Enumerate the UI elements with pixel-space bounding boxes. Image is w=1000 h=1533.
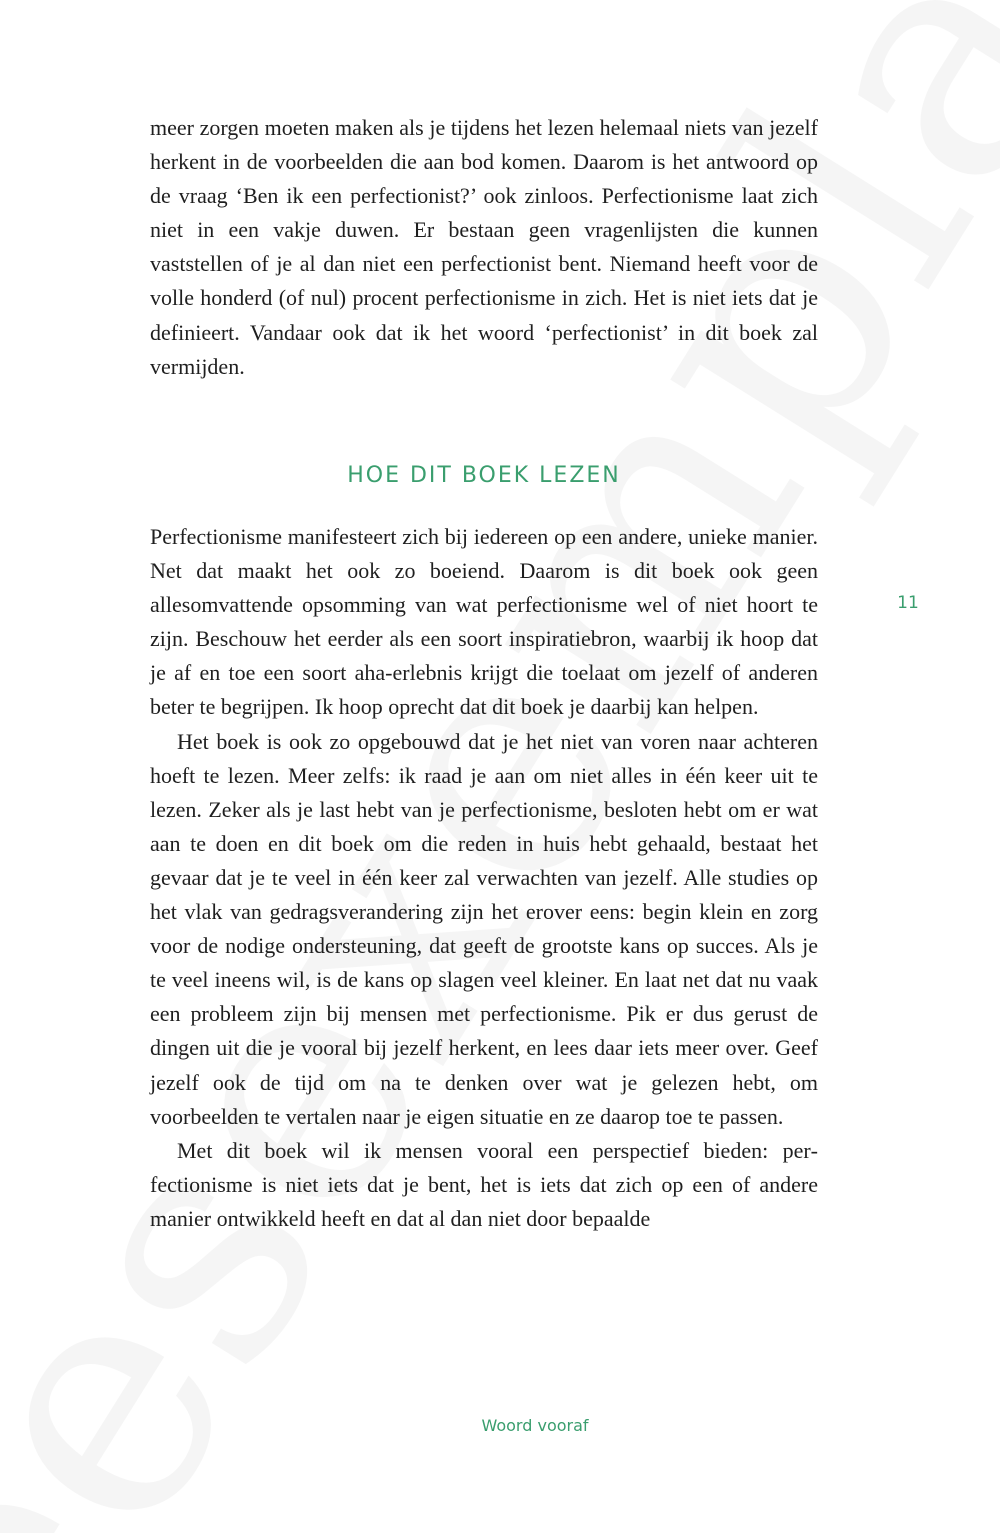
section-text-block	[150, 520, 818, 1236]
running-footer: Woord vooraf	[481, 1416, 589, 1435]
intro-paragraph: meer zorgen moeten maken als je tijdens het lezen helemaal niets van jezelf herkent in de voorbeelden die aan bod komen. Daarom is het antwoord op de vraag ‘Ben ik een perfectionist?’ ook zinloos. Perfectionisme laat zich niet in een vakje duwen. Er bestaan geen vragenlijsten die kunnen vaststellen of je al dan niet een perfectionist bent. Niemand heeft voor de volle honderd (of nul) procent perfectionisme in zich. Het is niet iets dat je definieert. Vandaar ook dat ik het woord ‘perfectionist’ in dit boek zal vermijden.	[150, 115, 818, 379]
page-number: 11	[897, 593, 919, 613]
intro-text-block	[150, 111, 818, 384]
section-paragraph-2: Het boek is ook zo opgebouwd dat je het niet van voren naar achteren hoeft te lezen. Meer zelfs: ik raad je aan om niet alles in één keer uit te lezen. Zeker als je last hebt van je perfectionisme, besloten hebt om er wat aan te doen en dit boek om die reden in huis hebt gehaald, bestaat het gevaar dat je te veel in één keer zal verwachten van jezelf. Alle studies op het vlak van gedragsverandering zijn het erover eens: begin klein en zorg voor de nodige ondersteuning, dat geeft de grootste kans op succes. Als je te veel ineens wil, is de kans op slagen veel kleiner. En laat net dat nu vaak een probleem zijn bij mensen met perfectionisme. Pik er dus gerust de dingen uit die je vooral bij jezelf herkent, en lees daar iets meer over. Geef jezelf ook de tijd om na te denken over wat je gelezen hebt, om voorbeelden te vertalen naar je eigen situatie en ze daarop toe te passen.	[150, 728, 818, 1129]
section-paragraph-1: Perfectionisme manifesteert zich bij iedereen op een andere, unieke manier. Net dat maakt het ook zo boeiend. Daarom is dit boek ook geen allesomvattende opsomming van wat perfectionisme wel of niet hoort te zijn. Beschouw het eerder als een soort inspiratiebron, waarbij ik hoop dat je af en toe een soort aha-erlebnis krijgt die toelaat om jezelf of anderen beter te begrijpen. Ik hoop oprecht dat dit boek je daarbij kan helpen.	[150, 524, 818, 720]
section-heading: HOE DIT BOEK LEZEN	[347, 463, 621, 488]
section-paragraph-3: Met dit boek wil ik mensen vooral een perspectief bieden: perfectionisme is niet iets dat je bent, het is iets dat zich op een of andere manier ontwikkeld heeft en dat al dan niet door bepaalde	[150, 1137, 818, 1231]
